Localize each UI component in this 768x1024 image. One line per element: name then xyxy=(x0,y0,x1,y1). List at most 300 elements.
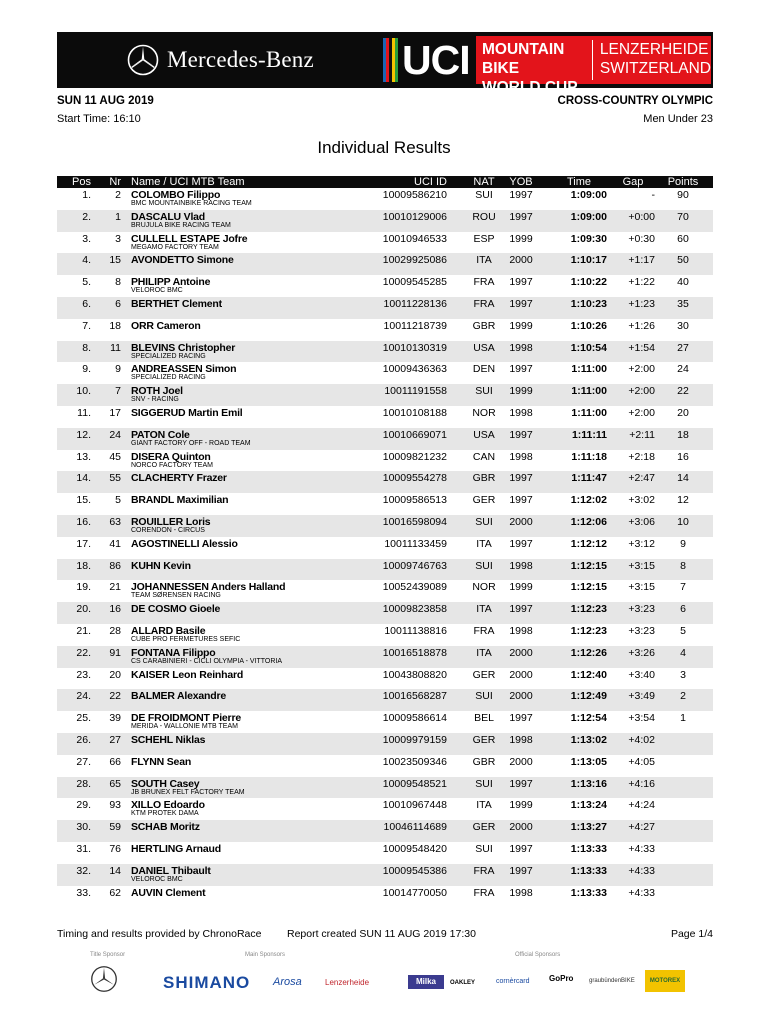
cell-yob: 1997 xyxy=(509,189,533,201)
cell-yob: 1997 xyxy=(509,297,533,310)
cell-gap: +1:26 xyxy=(628,319,655,332)
cell-yob: 1997 xyxy=(509,494,533,507)
cell-nr: 91 xyxy=(109,646,121,659)
cell-gap: +3:26 xyxy=(628,646,655,659)
rider-name: BRANDL Maximilian xyxy=(131,494,229,507)
cell-gap: +3:49 xyxy=(628,690,655,703)
cell-yob: 1999 xyxy=(509,319,533,332)
cell-uci-id: 10014770050 xyxy=(382,886,447,899)
cell-nr: 3 xyxy=(115,232,121,245)
cell-gap: +4:33 xyxy=(628,886,655,899)
cell-gap: +1:54 xyxy=(628,341,655,354)
cell-yob: 1997 xyxy=(509,712,533,725)
oakley-logo: OAKLEY xyxy=(450,980,476,986)
cell-nat: FRA xyxy=(473,624,495,637)
race-date: SUN 11 AUG 2019 xyxy=(57,95,154,107)
cell-uci-id: 10009746763 xyxy=(382,559,447,572)
cell-uci-id: 10029925086 xyxy=(382,254,447,267)
cell-points: 9 xyxy=(680,537,686,550)
col-uci-id: UCI ID xyxy=(414,176,447,188)
rider-name: SCHEHL Niklas xyxy=(131,733,206,746)
col-name: Name / UCI MTB Team xyxy=(131,176,245,188)
rider-name: COLOMBO Filippo xyxy=(131,189,221,201)
cell-time: 1:12:23 xyxy=(570,624,607,637)
table-row xyxy=(57,537,713,559)
cell-pos: 9. xyxy=(82,363,91,376)
cell-nr: 7 xyxy=(115,385,121,398)
cell-nat: GER xyxy=(472,494,496,507)
cell-time: 1:11:00 xyxy=(571,406,607,419)
event-line2: WORLD CUP xyxy=(482,79,578,96)
table-row xyxy=(57,210,713,232)
cell-time: 1:12:23 xyxy=(570,603,607,616)
cell-nr: 28 xyxy=(109,624,121,637)
cell-yob: 1997 xyxy=(509,472,533,485)
table-row xyxy=(57,341,713,363)
cell-gap: +0:30 xyxy=(628,232,655,245)
cell-time: 1:13:33 xyxy=(570,864,607,877)
cell-uci-id: 10023509346 xyxy=(382,755,447,768)
cell-uci-id: 10009586513 xyxy=(382,494,447,507)
cell-pos: 16. xyxy=(76,515,91,528)
cell-yob: 1998 xyxy=(509,559,533,572)
rider-name: DANIEL Thibault xyxy=(131,864,211,877)
cell-gap: +3:23 xyxy=(628,603,655,616)
cell-time: 1:12:54 xyxy=(570,712,607,725)
cell-pos: 6. xyxy=(82,297,91,310)
event-venue xyxy=(593,36,711,84)
cell-points: 4 xyxy=(680,646,686,659)
table-row xyxy=(57,406,713,428)
cell-gap: +2:47 xyxy=(628,472,655,485)
rider-team: GIANT FACTORY OFF - ROAD TEAM xyxy=(131,439,251,447)
cell-pos: 2. xyxy=(82,210,91,223)
cell-time: 1:13:02 xyxy=(570,733,607,746)
rider-team: SPECIALIZED RACING xyxy=(131,374,206,382)
table-row xyxy=(57,319,713,341)
cell-gap: +3:12 xyxy=(628,537,655,550)
cell-uci-id: 10009548420 xyxy=(382,842,447,855)
cell-pos: 10. xyxy=(76,385,91,398)
cell-nr: 15 xyxy=(109,254,121,267)
cell-yob: 1998 xyxy=(509,624,533,637)
cell-pos: 32. xyxy=(76,864,91,877)
cell-time: 1:12:15 xyxy=(570,581,607,594)
table-row xyxy=(57,798,713,820)
cell-uci-id: 10009823858 xyxy=(382,603,447,616)
cell-nr: 16 xyxy=(109,603,121,616)
table-row xyxy=(57,559,713,581)
cell-gap: +2:00 xyxy=(628,406,655,419)
cell-nat: DEN xyxy=(472,363,496,376)
cell-gap: +3:23 xyxy=(628,624,655,637)
rider-name: BLEVINS Christopher xyxy=(131,341,236,354)
cell-pos: 15. xyxy=(76,494,91,507)
rider-name: KUHN Kevin xyxy=(131,559,191,572)
cell-yob: 1997 xyxy=(509,842,533,855)
cell-pos: 5. xyxy=(82,276,91,289)
cell-yob: 2000 xyxy=(509,821,533,834)
cell-gap: +1:17 xyxy=(628,254,655,267)
rider-team: CUBE PRO FERMETURES SEFIC xyxy=(131,635,241,643)
cell-yob: 1998 xyxy=(509,450,533,463)
cell-time: 1:12:40 xyxy=(570,668,607,681)
cell-nat: SUI xyxy=(475,189,493,201)
cell-yob: 1997 xyxy=(509,603,533,616)
cell-pos: 23. xyxy=(76,668,91,681)
cell-points: 50 xyxy=(677,254,689,267)
cell-nat: SUI xyxy=(475,777,493,790)
cell-yob: 2000 xyxy=(509,254,533,267)
rider-team: SPECIALIZED RACING xyxy=(131,352,206,360)
cell-pos: 3. xyxy=(82,232,91,245)
cell-yob: 1997 xyxy=(509,363,533,376)
cell-uci-id: 10009586210 xyxy=(382,189,447,201)
cell-time: 1:10:26 xyxy=(570,319,607,332)
cell-yob: 1999 xyxy=(509,581,533,594)
category: Men Under 23 xyxy=(643,113,713,125)
cell-nr: 21 xyxy=(109,581,121,594)
cell-points: 20 xyxy=(677,406,689,419)
rider-team: TEAM SØRENSEN RACING xyxy=(131,592,221,600)
event-banner xyxy=(57,32,713,96)
cell-uci-id: 10011228136 xyxy=(383,297,447,310)
cell-points: 6 xyxy=(680,603,686,616)
table-row xyxy=(57,602,713,624)
cell-nat: SUI xyxy=(475,385,493,398)
col-points: Points xyxy=(667,176,699,188)
rider-name: KAISER Leon Reinhard xyxy=(131,668,244,681)
cell-gap: +4:02 xyxy=(628,733,655,746)
cell-gap: +4:24 xyxy=(628,799,655,812)
cell-nr: 55 xyxy=(109,472,121,485)
cell-uci-id: 10010130319 xyxy=(382,341,447,354)
cell-uci-id: 10011133459 xyxy=(384,537,447,550)
cell-uci-id: 10010669071 xyxy=(382,428,447,441)
rider-name: AGOSTINELLI Alessio xyxy=(131,537,238,550)
cell-pos: 22. xyxy=(76,646,91,659)
cell-nat: ITA xyxy=(476,799,492,812)
cell-points: 2 xyxy=(680,690,686,703)
cell-nat: GBR xyxy=(472,319,496,332)
arosa-logo: Arosa xyxy=(273,976,302,988)
cell-pos: 25. xyxy=(76,712,91,725)
rider-name: ORR Cameron xyxy=(131,319,201,332)
rider-name: DE COSMO Gioele xyxy=(131,603,221,616)
cell-uci-id: 10009548521 xyxy=(382,777,447,790)
table-row xyxy=(57,580,713,602)
cell-gap: +2:11 xyxy=(629,428,655,441)
cell-nat: SUI xyxy=(475,842,493,855)
cell-pos: 33. xyxy=(76,886,91,899)
gopro-logo: GoPro xyxy=(549,974,574,983)
rider-name: AVONDETTO Simone xyxy=(131,254,234,267)
cell-nr: 45 xyxy=(109,450,121,463)
cell-uci-id: 10010108188 xyxy=(382,406,447,419)
cell-points: 10 xyxy=(677,515,689,528)
table-row xyxy=(57,297,713,319)
cell-nr: 65 xyxy=(109,777,121,790)
cell-time: 1:12:06 xyxy=(570,515,607,528)
table-row xyxy=(57,689,713,711)
cell-nat: GBR xyxy=(472,755,496,768)
cell-points: 22 xyxy=(677,385,689,398)
cell-uci-id: 10009545285 xyxy=(382,276,447,289)
cell-time: 1:09:00 xyxy=(570,189,607,201)
col-nat: NAT xyxy=(473,176,495,188)
table-row xyxy=(57,624,713,646)
rider-name: XILLO Edoardo xyxy=(131,799,205,812)
col-yob: YOB xyxy=(509,176,533,188)
cell-nr: 14 xyxy=(109,864,121,877)
cell-uci-id: 10016518878 xyxy=(382,646,447,659)
uci-logo xyxy=(383,38,470,82)
cell-uci-id: 10009554278 xyxy=(382,472,447,485)
cell-nat: ITA xyxy=(476,646,492,659)
table-row xyxy=(57,188,713,210)
cell-points: 60 xyxy=(677,232,689,245)
rider-team: KTM PROTEK DAMA xyxy=(131,810,199,818)
cell-yob: 2000 xyxy=(509,690,533,703)
cell-time: 1:12:15 xyxy=(570,559,607,572)
cell-gap: +4:33 xyxy=(628,864,655,877)
cell-nr: 24 xyxy=(109,428,121,441)
cell-nat: NOR xyxy=(472,406,496,419)
cell-uci-id: 10009821232 xyxy=(382,450,447,463)
cell-nr: 5 xyxy=(115,494,121,507)
cell-pos: 28. xyxy=(76,777,91,790)
cell-time: 1:11:18 xyxy=(571,450,607,463)
table-row xyxy=(57,362,713,384)
cell-uci-id: 10010946533 xyxy=(382,232,447,245)
table-row xyxy=(57,733,713,755)
cell-yob: 1997 xyxy=(509,777,533,790)
rider-name: SOUTH Casey xyxy=(131,777,200,790)
cell-time: 1:13:16 xyxy=(570,777,607,790)
table-row xyxy=(57,864,713,886)
event-line1: MOUNTAIN BIKE xyxy=(482,41,565,77)
shimano-logo: SHIMANO xyxy=(163,973,251,992)
cell-nr: 2 xyxy=(115,189,121,201)
rider-name: DASCALU Vlad xyxy=(131,210,206,223)
cell-uci-id: 10016598094 xyxy=(382,515,447,528)
rider-name: BERTHET Clement xyxy=(131,297,222,310)
col-pos: Pos xyxy=(72,176,91,188)
cell-nr: 63 xyxy=(109,515,121,528)
cell-points: 18 xyxy=(677,428,689,441)
milka-logo: Milka xyxy=(408,975,444,989)
cell-nat: ESP xyxy=(473,232,495,245)
cell-nr: 41 xyxy=(109,537,121,550)
cell-yob: 1997 xyxy=(509,276,533,289)
motorex-logo: MOTOREX xyxy=(645,970,685,992)
uci-rainbow-stripes xyxy=(383,38,398,82)
table-row xyxy=(57,820,713,842)
event-name xyxy=(476,36,592,96)
cell-yob: 1998 xyxy=(509,341,533,354)
cell-nr: 62 xyxy=(109,886,121,899)
cell-nat: GER xyxy=(472,821,496,834)
event-title-box xyxy=(476,36,711,96)
cell-nr: 39 xyxy=(109,712,121,725)
cell-time: 1:13:05 xyxy=(570,755,607,768)
cell-gap: +0:00 xyxy=(628,210,655,223)
cell-yob: 1999 xyxy=(509,385,533,398)
cell-gap: +3:15 xyxy=(628,581,655,594)
cell-points: 3 xyxy=(680,668,686,681)
cell-nr: 27 xyxy=(109,733,121,746)
rider-team: VELOROC BMC xyxy=(131,287,183,295)
cell-time: 1:13:33 xyxy=(570,842,607,855)
cell-gap: +3:06 xyxy=(628,515,655,528)
cell-time: 1:12:26 xyxy=(570,646,607,659)
col-gap: Gap xyxy=(622,176,644,188)
cell-pos: 13. xyxy=(76,450,91,463)
uci-wordmark: UCI xyxy=(402,37,470,83)
cell-uci-id: 10011138816 xyxy=(384,624,447,637)
cell-gap: +2:18 xyxy=(628,450,655,463)
cell-pos: 12. xyxy=(76,428,91,441)
cell-time: 1:12:02 xyxy=(570,494,607,507)
table-row xyxy=(57,428,713,450)
lenzerheide-logo: Lenzerheide xyxy=(325,978,370,987)
timing-credit: Timing and results provided by ChronoRace xyxy=(57,928,262,940)
mercedes-wordmark: Mercedes-Benz xyxy=(167,47,314,72)
cell-nr: 20 xyxy=(109,668,121,681)
rider-team: MEGAMO FACTORY TEAM xyxy=(131,243,219,251)
page-number: Page 1/4 xyxy=(670,928,713,940)
cell-time: 1:09:00 xyxy=(570,210,607,223)
cell-points: 35 xyxy=(677,297,689,310)
cell-nat: USA xyxy=(473,428,495,441)
col-time: Time xyxy=(566,176,592,188)
mercedes-logo xyxy=(127,44,314,76)
cell-yob: 1997 xyxy=(509,428,533,441)
cell-nat: SUI xyxy=(475,690,493,703)
rider-name: ROTH Joel xyxy=(131,385,183,398)
rider-team: NORCO FACTORY TEAM xyxy=(131,461,213,469)
report-created: Report created SUN 11 AUG 2019 17:30 xyxy=(287,928,476,940)
cornercard-logo: cornèrcard xyxy=(496,978,530,985)
cell-uci-id: 10052439089 xyxy=(382,581,447,594)
cell-uci-id: 10011218739 xyxy=(383,319,447,332)
cell-nat: FRA xyxy=(473,864,495,877)
cell-nr: 76 xyxy=(109,842,121,855)
cell-uci-id: 10046114689 xyxy=(383,821,447,834)
cell-nat: ROU xyxy=(472,210,496,223)
rider-name: ALLARD Basile xyxy=(131,624,206,637)
cell-points: 12 xyxy=(677,494,689,507)
cell-gap: +4:33 xyxy=(628,842,655,855)
rider-name: FLYNN Sean xyxy=(131,755,192,768)
cell-pos: 17. xyxy=(76,537,91,550)
cell-uci-id: 10010129006 xyxy=(382,210,447,223)
cell-nat: FRA xyxy=(473,276,495,289)
table-row xyxy=(57,842,713,864)
table-row xyxy=(57,275,713,297)
cell-pos: 27. xyxy=(76,755,91,768)
cell-points: 30 xyxy=(677,319,689,332)
cell-time: 1:13:33 xyxy=(570,886,607,899)
page-title: Individual Results xyxy=(317,138,451,157)
cell-nat: ITA xyxy=(476,537,492,550)
cell-yob: 1999 xyxy=(509,232,533,245)
cell-uci-id: 10016568287 xyxy=(382,690,447,703)
cell-gap: +3:54 xyxy=(628,712,655,725)
table-row xyxy=(57,668,713,690)
table-row xyxy=(57,471,713,493)
rider-team: CORENDON - CIRCUS xyxy=(131,526,205,534)
cell-nr: 86 xyxy=(109,559,121,572)
cell-nr: 8 xyxy=(115,276,121,289)
cell-points: 16 xyxy=(677,450,689,463)
venue-line1: LENZERHEIDE xyxy=(599,41,709,58)
cell-time: 1:10:17 xyxy=(570,254,607,267)
cell-uci-id: 10009586614 xyxy=(382,712,447,725)
cell-nat: FRA xyxy=(473,886,495,899)
cell-uci-id: 10009545386 xyxy=(382,864,447,877)
mercedes-star-icon xyxy=(127,44,159,76)
table-row xyxy=(57,253,713,275)
cell-time: 1:11:11 xyxy=(571,428,607,441)
cell-nr: 18 xyxy=(109,319,121,332)
results-table-body xyxy=(57,188,713,907)
cell-yob: 1998 xyxy=(509,886,533,899)
cell-nr: 66 xyxy=(109,755,121,768)
table-row xyxy=(57,515,713,537)
cell-time: 1:11:47 xyxy=(571,472,607,485)
cell-time: 1:10:23 xyxy=(570,297,607,310)
cell-nr: 59 xyxy=(109,821,121,834)
cell-pos: 14. xyxy=(76,472,91,485)
rider-name: PHILIPP Antoine xyxy=(131,276,211,289)
cell-nat: ITA xyxy=(476,254,492,267)
rider-team: MERIDA - WALLONIE MTB TEAM xyxy=(131,723,238,731)
results-table-header xyxy=(57,176,713,188)
cell-nat: SUI xyxy=(475,559,493,572)
table-row xyxy=(57,777,713,799)
cell-gap: +3:15 xyxy=(628,559,655,572)
cell-yob: 1997 xyxy=(509,537,533,550)
rider-team: SNV - RACING xyxy=(131,396,179,404)
cell-nr: 9 xyxy=(115,363,121,376)
rider-name: AUVIN Clement xyxy=(131,886,206,899)
col-nr: Nr xyxy=(109,176,121,188)
official-sponsors-label: Official Sponsors xyxy=(515,952,561,958)
rider-name: PATON Cole xyxy=(131,428,190,441)
cell-points: 24 xyxy=(677,363,689,376)
rider-name: SCHAB Moritz xyxy=(131,821,200,834)
cell-points: 1 xyxy=(680,712,686,725)
cell-points: 27 xyxy=(677,341,689,354)
cell-points: 70 xyxy=(677,210,689,223)
cell-points: 90 xyxy=(677,189,689,201)
cell-yob: 1998 xyxy=(509,406,533,419)
rider-name: FONTANA Filippo xyxy=(131,646,216,659)
cell-gap: +3:40 xyxy=(628,668,655,681)
cell-nat: FRA xyxy=(473,297,495,310)
rider-name: DISERA Quinton xyxy=(131,450,211,463)
cell-uci-id: 10011191558 xyxy=(384,385,447,398)
cell-pos: 31. xyxy=(76,842,91,855)
cell-gap: +2:00 xyxy=(628,363,655,376)
main-sponsors-label: Main Sponsors xyxy=(245,952,286,958)
cell-nat: SUI xyxy=(475,515,493,528)
cell-pos: 29. xyxy=(76,799,91,812)
cell-gap: +2:00 xyxy=(628,385,655,398)
cell-gap: +4:05 xyxy=(628,755,655,768)
cell-pos: 24. xyxy=(76,690,91,703)
